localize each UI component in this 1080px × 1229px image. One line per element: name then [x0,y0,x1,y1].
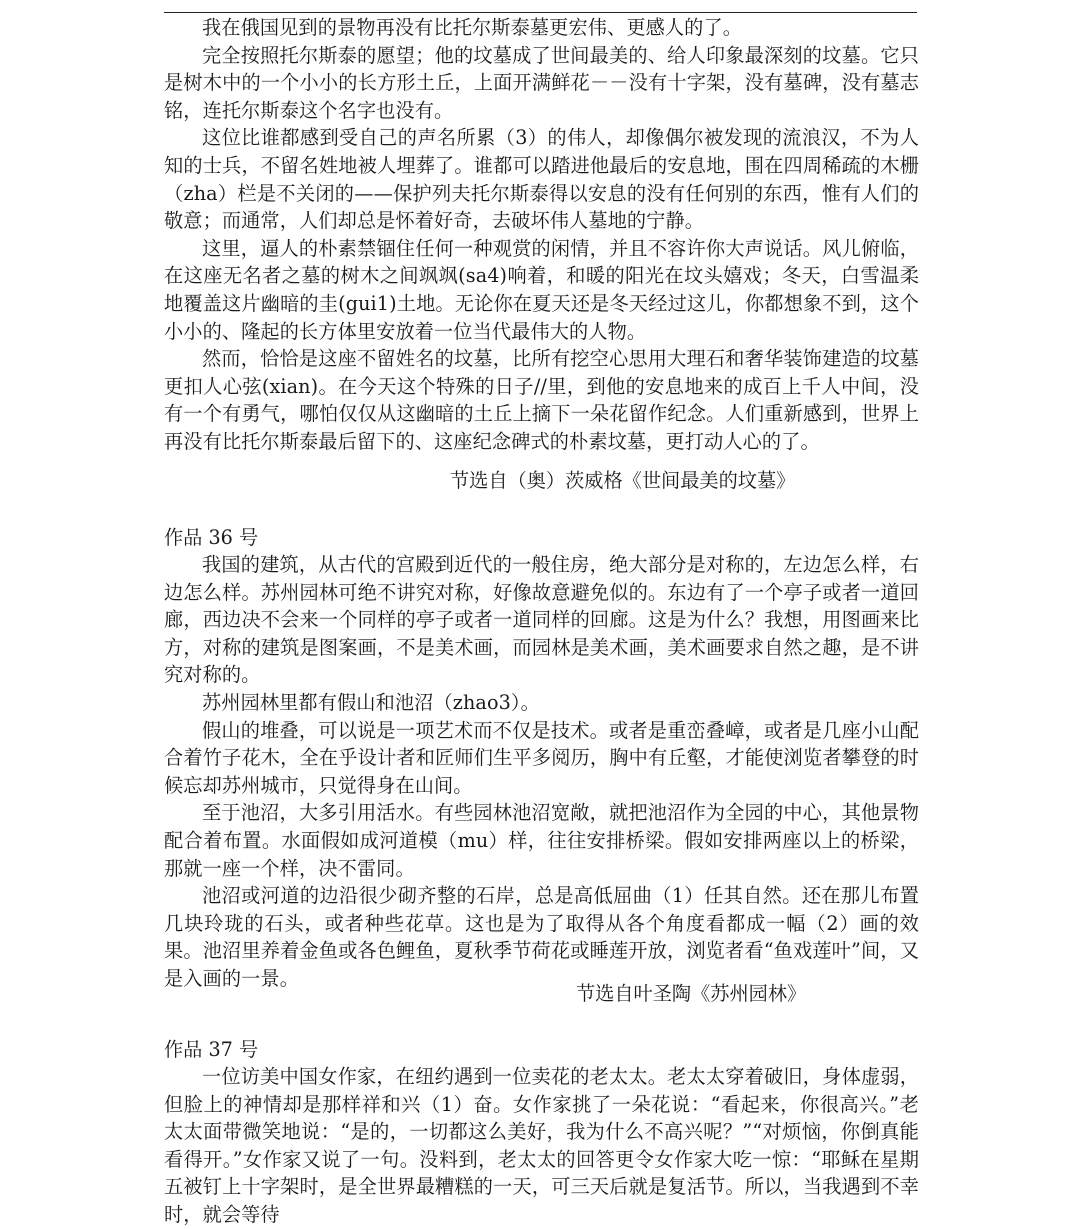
paragraph: 我国的建筑，从古代的宫殿到近代的一般住房，绝大部分是对称的，左边怎么样，右边怎么样。苏州园林可绝不讲究对称，好像故意避免似的。东边有了一个亭子或者一道回廊，西边决不会来一个同样的亭子或者一道同样的回廊。这是为什么？我想，用图画来比方，对称的建筑是图案画，不是美术画，而园林是美术画，美术画要求自然之趣，是不讲究对称的。 [164,553,919,687]
work-36-body [164,551,919,993]
top-rule [164,12,917,13]
paragraph: 这位比谁都感到受自己的声名所累（3）的伟人，却像偶尔被发现的流浪汉，不为人知的士兵，不留名姓地被人埋葬了。谁都可以踏进他最后的安息地，围在四周稀疏的木栅（zha）栏是不关闭的——保护列夫托尔斯泰得以安息的没有任何别的东西，惟有人们的敬意；而通常，人们却总是怀着好奇，去破坏伟人墓地的宁静。 [164,126,919,233]
paragraph: 然而，恰恰是这座不留姓名的坟墓，比所有挖空心思用大理石和奢华装饰建造的坟墓更扣人心弦(xian)。在今天这个特殊的日子//里，到他的安息地来的成百上千人中间，没有一个有勇气，哪怕仅仅从这幽暗的土丘上摘下一朵花留作纪念。人们重新感到，世界上再没有比托尔斯泰最后留下的、这座纪念碑式的朴素坟墓，更打动人心的了。 [164,347,919,453]
paragraph: 假山的堆叠，可以说是一项艺术而不仅是技术。或者是重峦叠嶂，或者是几座小山配合着竹子花木，全在乎设计者和匠师们生平多阅历，胸中有丘壑，才能使浏览者攀登的时候忘却苏州城市，只觉得身在山间。 [164,718,919,797]
paragraph: 一位访美中国女作家，在纽约遇到一位卖花的老太太。老太太穿着破旧，身体虚弱，但脸上的神情却是那样祥和兴（1）奋。女作家挑了一朵花说：“看起来，你很高兴。”老太太面带微笑地说：“是的，一切都这么美好，我为什么不高兴呢？”“对烦恼，你倒真能看得开。”女作家又说了一句。没料到，老太太的回答更令女作家大吃一惊：“耶稣在星期五被钉上十字架时，是全世界最糟糕的一天，可三天后就是复活节。所以，当我遇到不幸时，就会等待 [164,1065,919,1226]
work-35-body [164,14,919,456]
paragraph: 苏州园林里都有假山和池沼（zhao3）。 [202,690,540,714]
paragraph: 完全按照托尔斯泰的愿望；他的坟墓成了世间最美的、给人印象最深刻的坟墓。它只是树木中的一个小小的长方形土丘，上面开满鲜花－－没有十字架，没有墓碑，没有墓志铭，连托尔斯泰这个名字也没有。 [164,43,919,122]
work-heading: 作品 37 号 [164,1038,259,1061]
paragraph: 我在俄国见到的景物再没有比托尔斯泰墓更宏伟、更感人的了。 [202,16,743,39]
source-citation: 节选自（奥）茨威格《世间最美的坟墓》 [450,469,796,492]
paragraph: 这里，逼人的朴素禁锢住任何一种观赏的闲情，并且不容许你大声说话。风儿俯临，在这座无名者之墓的树木之间飒飒(sa4)响着，和暖的阳光在坟头嬉戏；冬天，白雪温柔地覆盖这片幽暗的圭(gui1)土地。无论你在夏天还是冬天经过这儿，你都想象不到，这个小小的、隆起的长方体里安放着一位当代最伟大的人物。 [164,236,919,343]
work-heading: 作品 36 号 [164,526,259,549]
source-citation: 节选自叶圣陶《苏州园林》 [576,982,807,1005]
paragraph: 池沼或河道的边沿很少砌齐整的石岸，总是高低屈曲（1）任其自然。还在那儿布置几块玲珑的石头，或者种些花草。这也是为了取得从各个角度看都成一幅（2）画的效果。池沼里养着金鱼或各色鲤鱼，夏秋季节荷花或睡莲开放，浏览者看“鱼戏莲叶”间，又是入画的一景。 [164,884,919,990]
paragraph: 至于池沼，大多引用活水。有些园林池沼宽敞，就把池沼作为全园的中心，其他景物配合着布置。水面假如成河道模（mu）样，往往安排桥梁。假如安排两座以上的桥梁，那就一座一个样，决不雷同。 [164,801,919,880]
work-37-body [164,1063,919,1229]
